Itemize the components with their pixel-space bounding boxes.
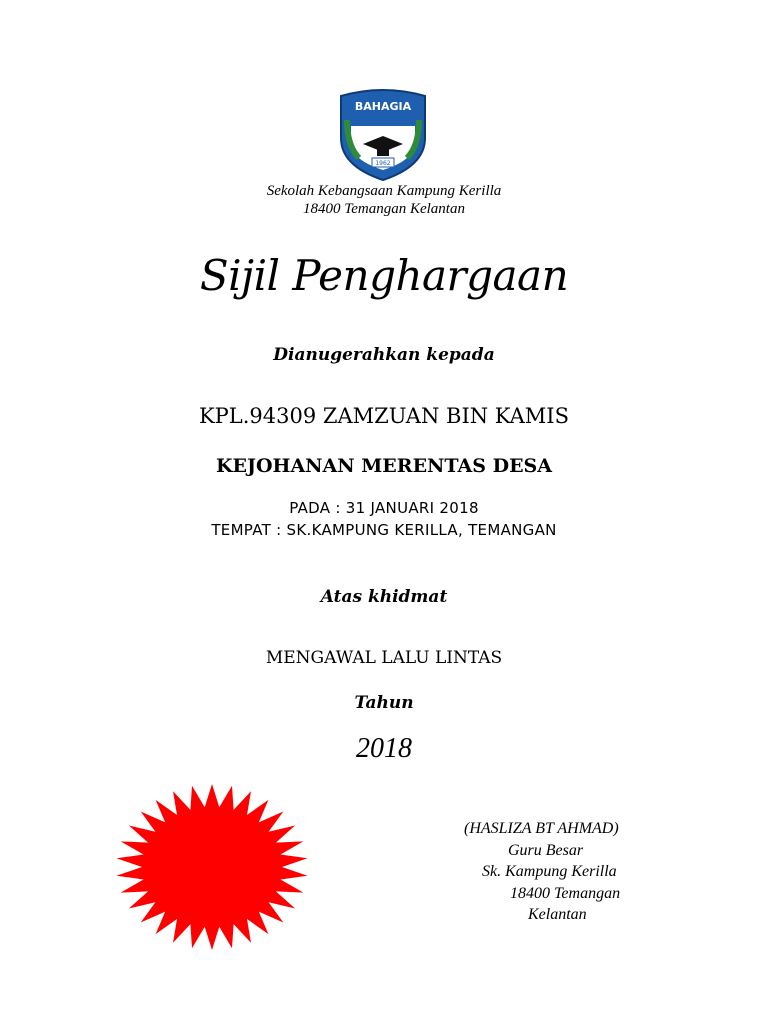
event-name: KEJOHANAN MERENTAS DESA [215, 455, 553, 477]
awarded-to-label: Dianugerahkan kepada [273, 345, 495, 365]
signature-block [456, 818, 686, 926]
crest-year: 1962 [375, 160, 391, 167]
signatory-postcode-town: 18400 Temangan [510, 884, 621, 902]
for-service-label: Atas khidmat [320, 587, 448, 607]
event-date: PADA : 31 JANUARI 2018 [289, 499, 479, 517]
school-crest-icon [333, 86, 433, 182]
signatory-school: Sk. Kampung Kerilla [482, 863, 617, 880]
year-label: Tahun [354, 693, 414, 713]
signatory-position: Guru Besar [508, 841, 584, 859]
crest-banner: BAHAGIA [354, 100, 412, 113]
signatory-name: (HASLIZA BT AHMAD) [464, 820, 619, 837]
certificate-title: Sijil Penghargaan [199, 251, 569, 300]
school-address: 18400 Temangan Kelantan [303, 201, 465, 217]
service-duty: MENGAWAL LALU LINTAS [265, 648, 503, 668]
event-venue: TEMPAT : SK.KAMPUNG KERILLA, TEMANGAN [211, 521, 557, 539]
recipient-name: KPL.94309 ZAMZUAN BIN KAMIS [198, 404, 569, 428]
certificate-year: 2018 [356, 733, 412, 764]
red-seal-icon [115, 783, 309, 951]
signatory-state: Kelantan [528, 906, 587, 923]
school-name: Sekolah Kebangsaan Kampung Kerilla [266, 183, 502, 199]
